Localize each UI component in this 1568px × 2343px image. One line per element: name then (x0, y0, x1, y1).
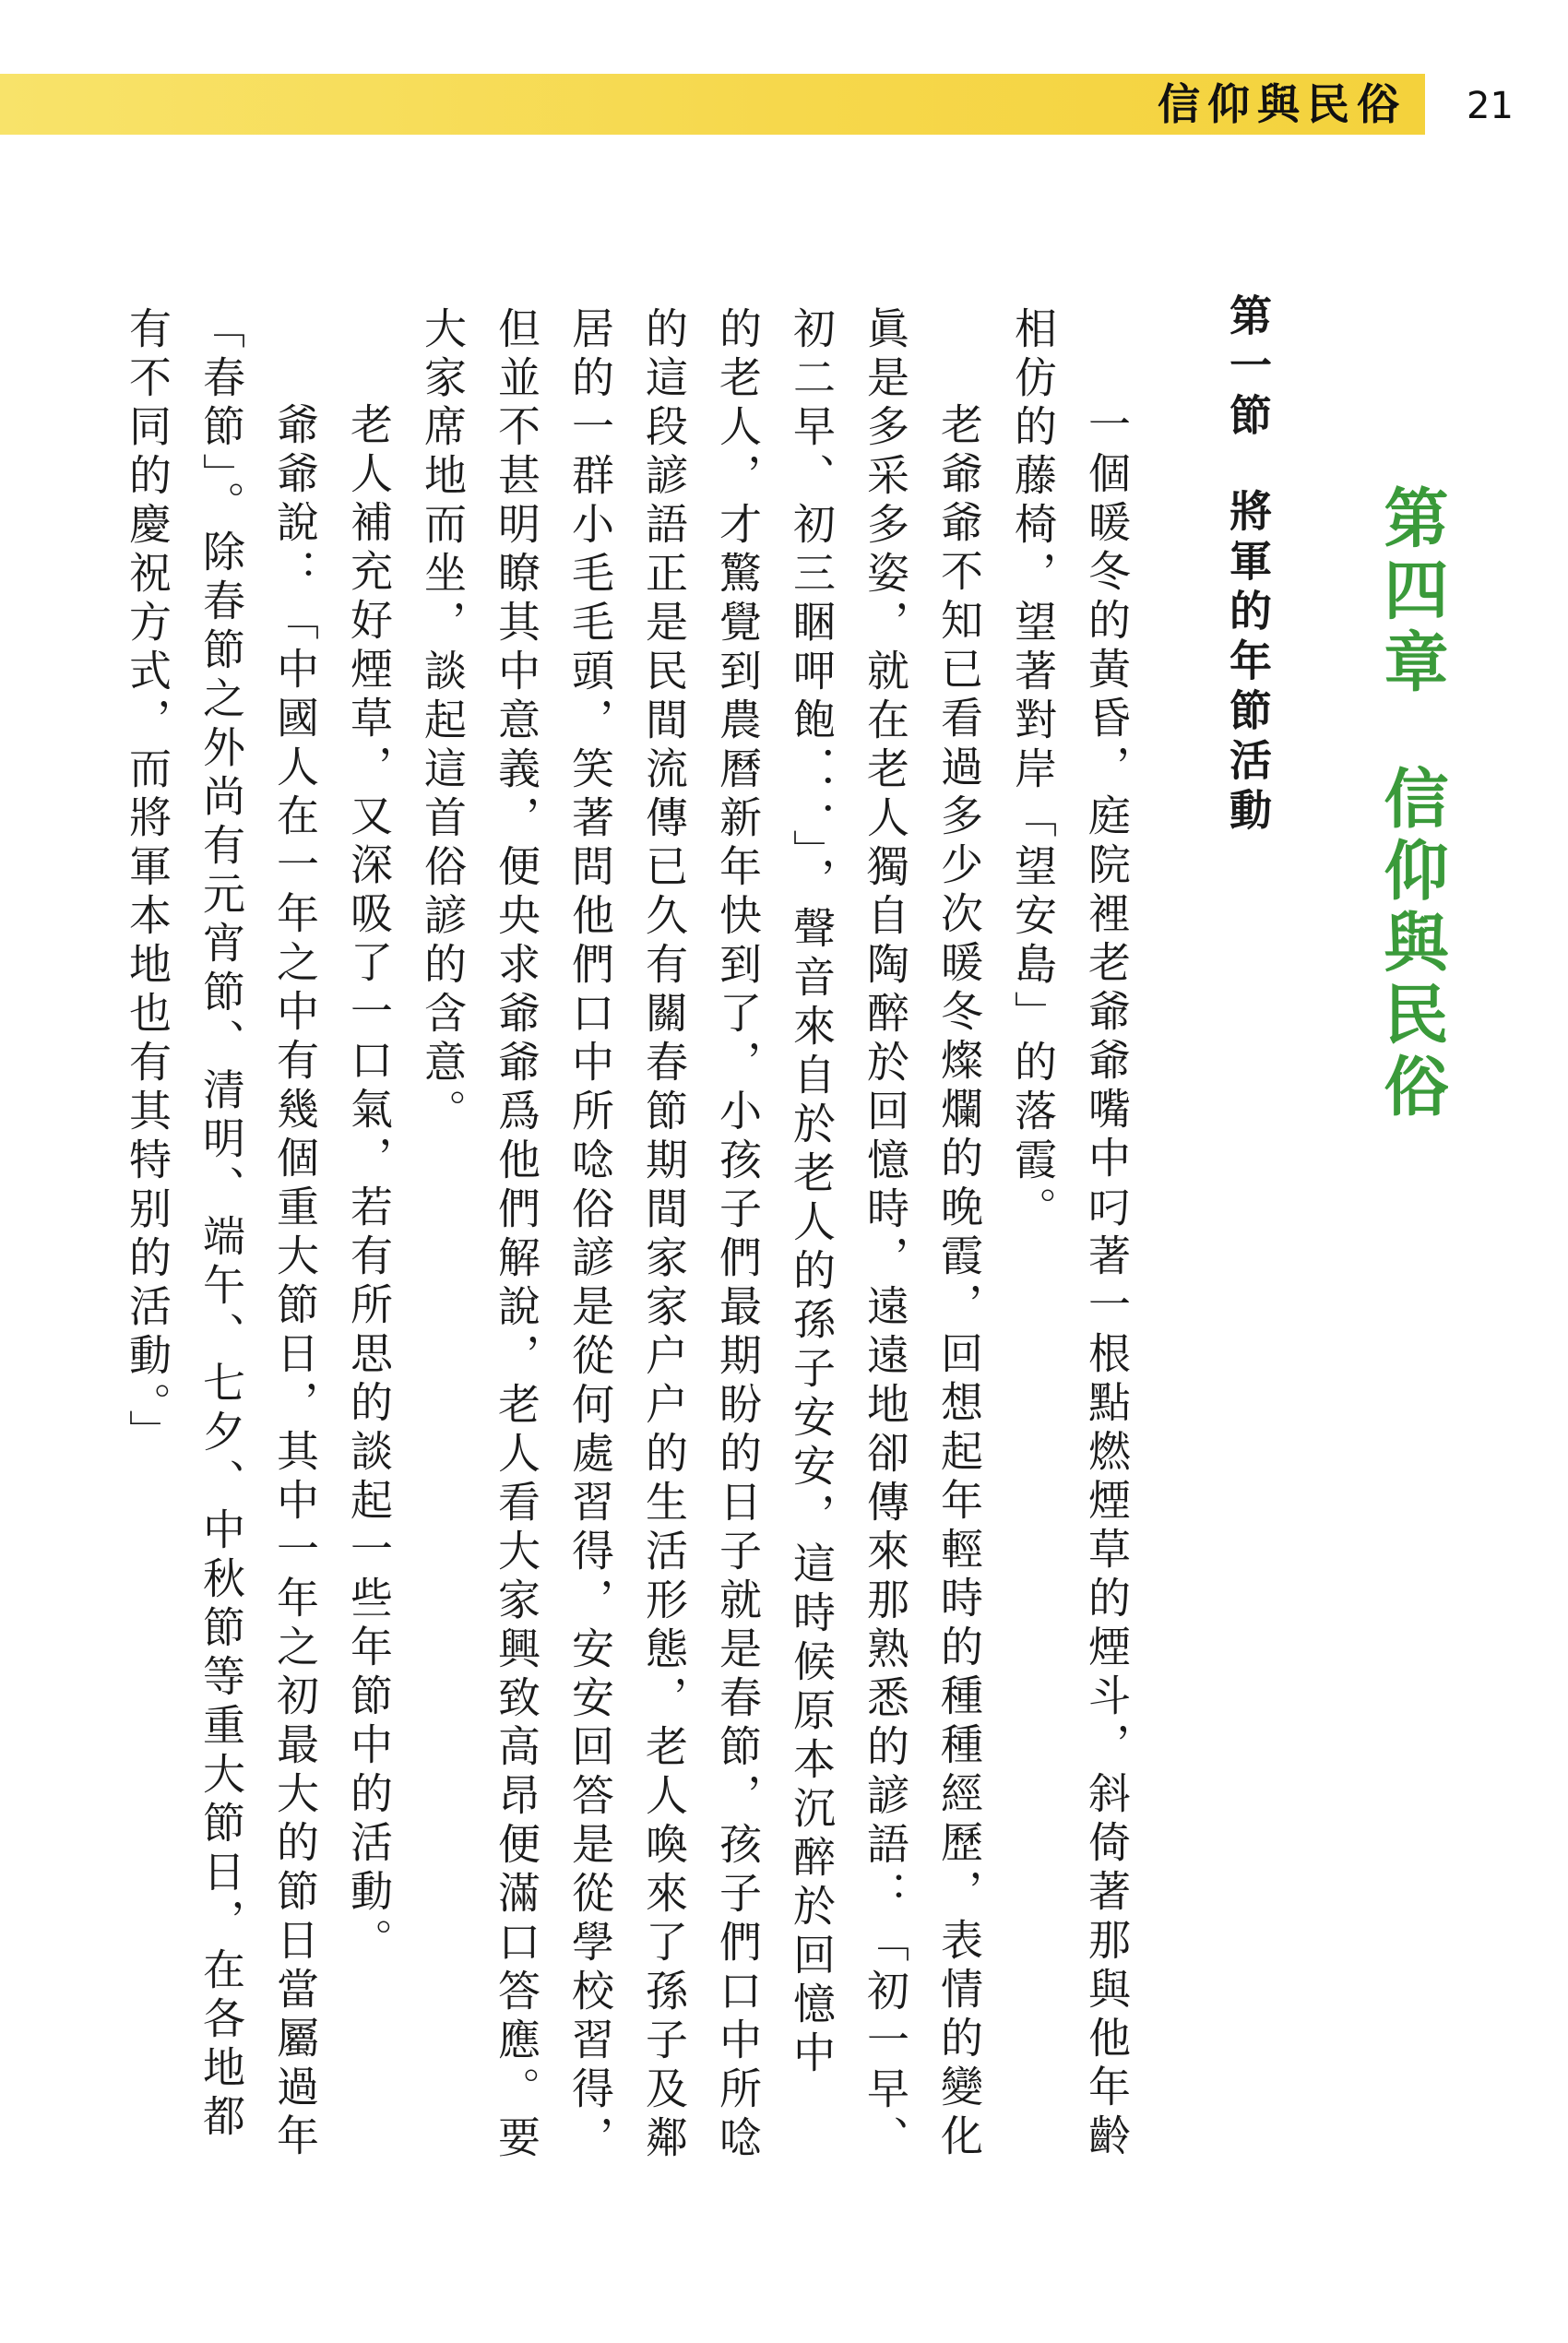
section-number: 第一節 (1223, 293, 1273, 443)
running-title: 信仰與民俗 (1158, 79, 1407, 129)
body-column: 一個暖冬的黃昏，庭院裡老爺爺嘴中叼著一根點燃煙草的煙斗，斜倚著那與他年齡 (1082, 402, 1132, 2162)
page-number: 21 (1467, 85, 1514, 127)
body-column: 相仿的藤椅，望著對岸「望安島」的落霞。 (1008, 306, 1058, 1235)
body-column: 居的一群小毛毛頭，笑著問他們口中所唸俗諺是從何處習得，安安回答是從學校習得， (565, 306, 615, 2164)
body-column: 眞是多采多姿，就在老人獨自陶醉於回憶時，遠遠地卻傳來那熟悉的諺語：「初一早、 (861, 306, 910, 2164)
body-column: 老人補充好煙草，又深吸了一口氣，若有所思的談起一些年節中的活動。 (344, 402, 394, 1967)
body-column: 初二早、初三睏呷飽．．．」，聲音來自於老人的孫子安安，這時候原本沉醉於回憶中 (787, 306, 837, 2079)
section-title: 將軍的年節活動 (1223, 489, 1273, 838)
section-heading (1222, 293, 1274, 838)
body-column: 但並不甚明瞭其中意義，便央求爺爺爲他們解說，老人看大家興致高昂便滿口答應。要 (492, 306, 541, 2164)
header-band (0, 74, 1425, 135)
chapter-heading (1374, 484, 1448, 1124)
body-column: 「春節」。除春節之外尚有元宵節、清明、端午、七夕、中秋節等重大節日，在各地都 (196, 306, 246, 2143)
body-column: 爺爺說：「中國人在一年之中有幾個重大節日，其中一年之初最大的節日當屬過年 (270, 402, 320, 2162)
body-column: 有不同的慶祝方式，而將軍本地也有其特别的活動。」 (123, 306, 172, 1458)
body-column: 大家席地而坐，談起這首俗諺的含意。 (418, 306, 468, 1137)
body-column: 的老人，才驚覺到農曆新年快到了，小孩子們最期盼的日子就是春節，孩子們口中所唸 (713, 306, 763, 2164)
body-column: 的這段諺語正是民間流傳已久有關春節期間家家户户的生活形態，老人喚來了孫子及鄰 (639, 306, 689, 2164)
chapter-number: 第四章 (1373, 484, 1450, 700)
body-column: 老爺爺不知已看過多少次暖冬燦爛的晚霞，回想起年輕時的種種經歷，表情的變化 (934, 402, 984, 2162)
chapter-title: 信仰與民俗 (1373, 765, 1450, 1124)
